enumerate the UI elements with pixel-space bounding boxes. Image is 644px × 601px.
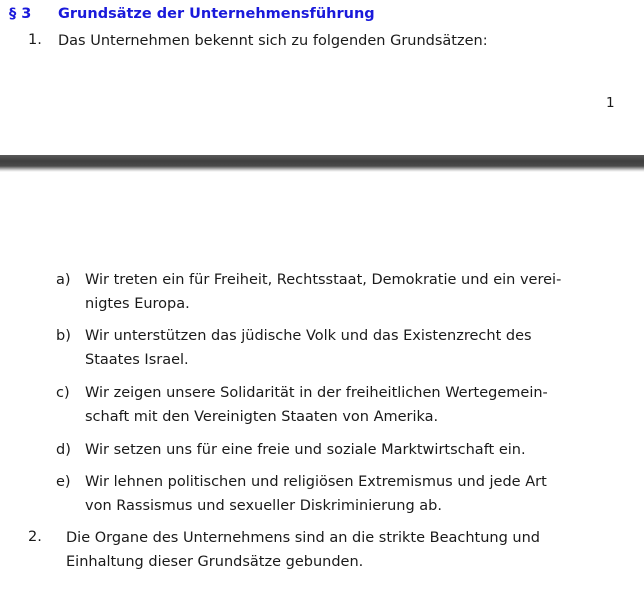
list-item-line: Wir treten ein für Freiheit, Rechtsstaat, Demokratie und ein verei- xyxy=(85,272,562,288)
item-1-text: Das Unternehmen bekennt sich zu folgenden Grundsätzen: xyxy=(58,33,488,49)
list-item-d xyxy=(56,438,616,462)
list-item-line: schaft mit den Vereinigten Staaten von Amerika. xyxy=(85,409,439,425)
item-2-line: Die Organe des Unternehmens sind an die strikte Beachtung und xyxy=(66,530,541,546)
list-item-line: nigtes Europa. xyxy=(85,296,190,312)
list-item-letter: e) xyxy=(56,474,71,490)
item-2-number: 2. xyxy=(28,529,42,545)
list-item-text xyxy=(85,470,613,518)
item-2-text xyxy=(66,526,626,574)
list-item-b xyxy=(56,324,616,372)
list-item-line: Wir lehnen politischen und religiösen Extremismus und jede Art xyxy=(85,474,547,490)
list-item-line: von Rassismus und sexueller Diskriminierung ab. xyxy=(85,498,442,514)
item-2-line: Einhaltung dieser Grundsätze gebunden. xyxy=(66,554,364,570)
document-page-1 xyxy=(0,0,644,155)
section-title: Grundsätze der Unternehmensführung xyxy=(58,6,375,22)
list-item-text xyxy=(85,381,613,429)
list-item-letter: a) xyxy=(56,272,71,288)
list-item-e xyxy=(56,470,616,518)
list-item-line: Wir zeigen unsere Solidarität in der freiheitlichen Wertegemein- xyxy=(85,385,548,401)
list-item-text xyxy=(85,324,613,372)
list-item-c xyxy=(56,381,616,429)
list-item-a xyxy=(56,268,616,316)
section-number: § 3 xyxy=(9,6,32,22)
document-page-2 xyxy=(0,172,644,601)
page-break-divider xyxy=(0,155,644,172)
list-item-letter: c) xyxy=(56,385,70,401)
list-item-line: Staates Israel. xyxy=(85,352,189,368)
item-1-number: 1. xyxy=(28,32,42,48)
list-item-text xyxy=(85,268,613,316)
list-item-text xyxy=(85,438,613,462)
list-item-letter: d) xyxy=(56,442,71,458)
list-item-line: Wir setzen uns für eine freie und soziale Marktwirtschaft ein. xyxy=(85,442,526,458)
list-item-letter: b) xyxy=(56,328,71,344)
list-item-line: Wir unterstützen das jüdische Volk und das Existenzrecht des xyxy=(85,328,532,344)
page-number: 1 xyxy=(606,95,615,111)
